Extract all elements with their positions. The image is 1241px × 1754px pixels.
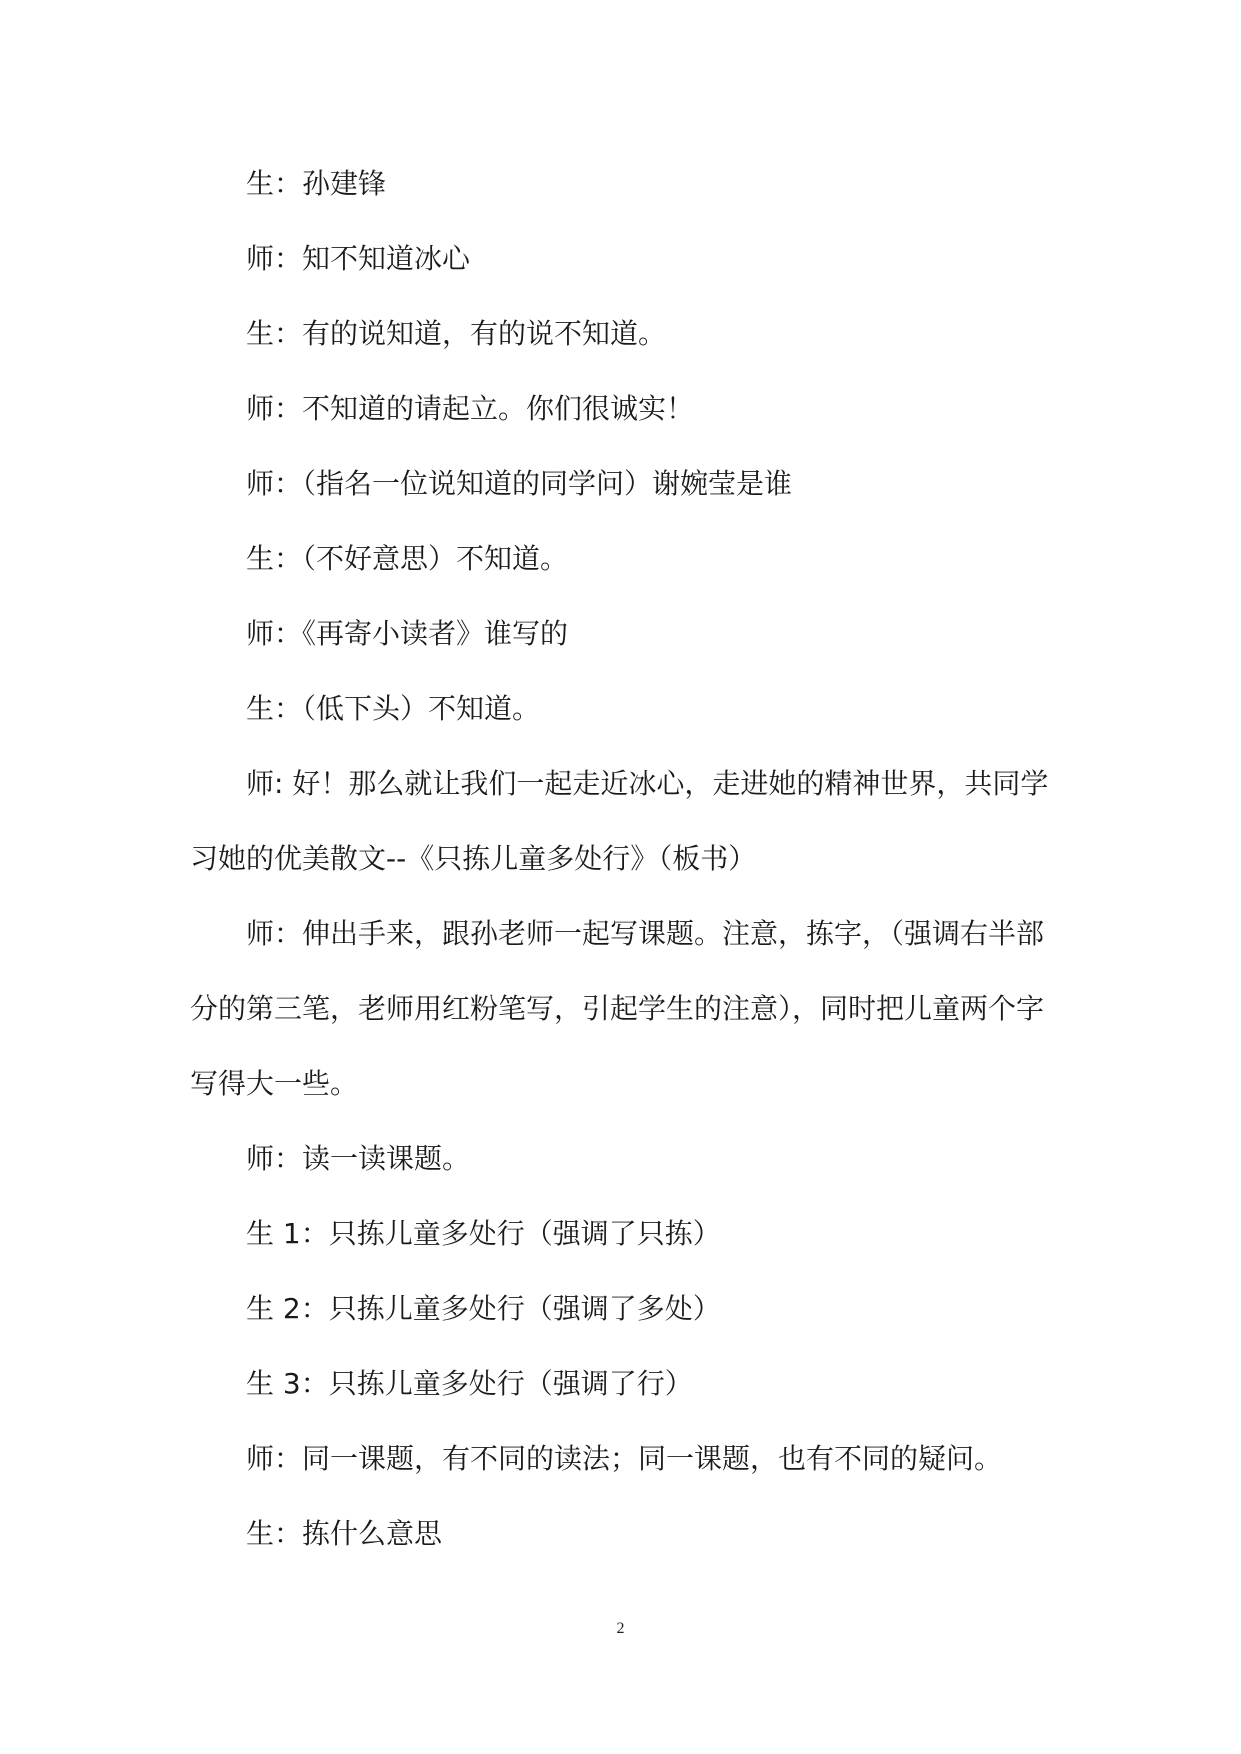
paragraph: 生：（不好意思）不知道。 [246,542,569,575]
paragraph: 师：《再寄小读者》谁写的 [246,617,569,650]
paragraph: 师：不知道的请起立。你们很诚实！ [246,392,695,425]
page-body [190,146,1060,1571]
paragraph: 师：伸出手来，跟孙老师一起写课题。注意，拣字，（强调右半部分的第三笔，老师用红粉笔写，引起学生的注意），同时把儿童两个字写得大一些。 [190,917,1045,1100]
paragraph: 师：知不知道冰心 [246,242,471,275]
paragraph: 生 3：只拣儿童多处行（强调了行） [246,1367,693,1400]
paragraph: 生：拣什么意思 [246,1517,443,1550]
paragraph: 师: 好！那么就让我们一起走近冰心，走进她的精神世界，共同学习她的优美散文--《只拣儿童多处行》（板书） [190,767,1049,875]
paragraph: 生 2：只拣儿童多处行（强调了多处） [246,1292,721,1325]
paragraph: 生：有的说知道，有的说不知道。 [246,317,667,350]
paragraph: 师：（指名一位说知道的同学问）谢婉莹是谁 [246,467,793,500]
paragraph: 师：读一读课题。 [246,1142,471,1175]
paragraph: 生：（低下头）不知道。 [246,692,541,725]
page-number: 2 [616,1620,625,1637]
paragraph: 师：同一课题，有不同的读法；同一课题，也有不同的疑问。 [246,1442,1003,1475]
paragraph: 生：孙建锋 [246,167,387,200]
paragraph: 生 1：只拣儿童多处行（强调了只拣） [246,1217,721,1250]
